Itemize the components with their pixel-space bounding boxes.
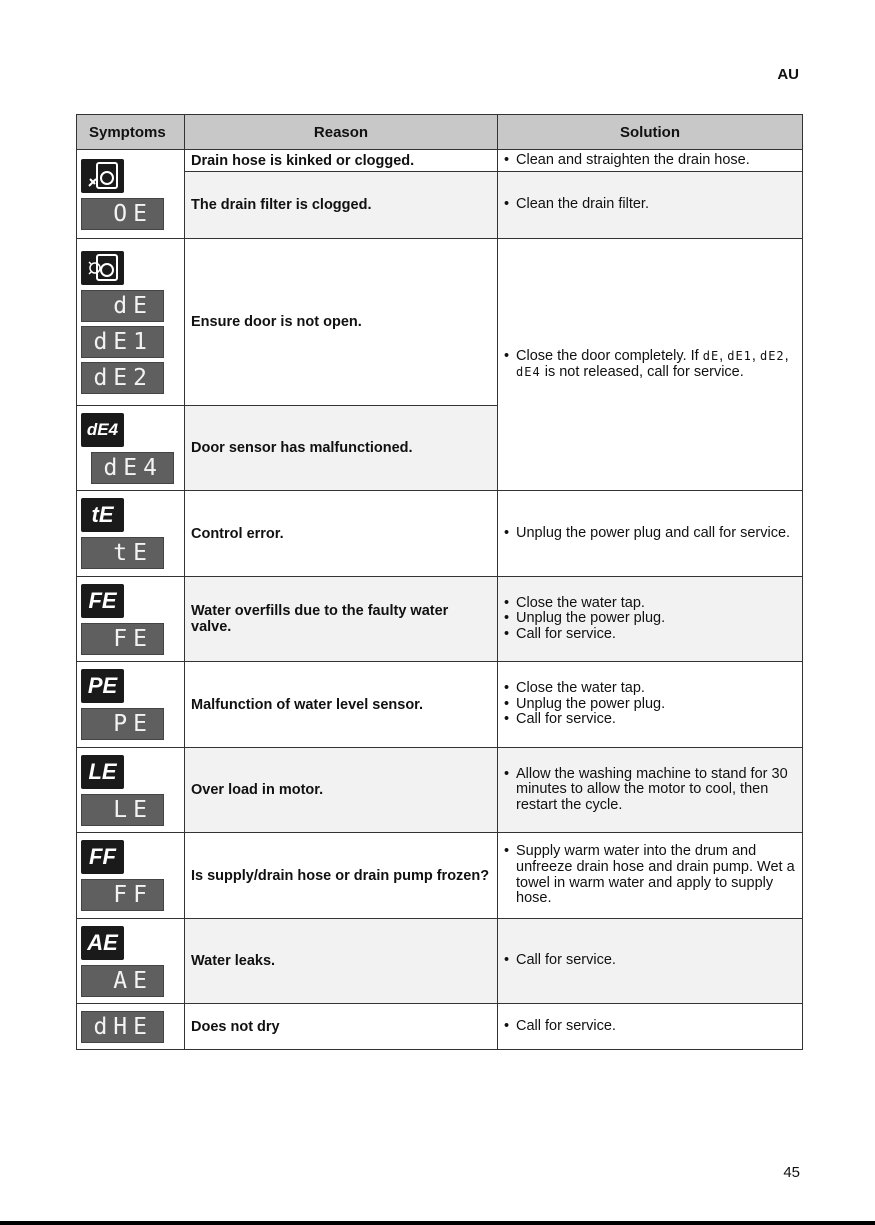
lcd-display: FE [81, 623, 164, 655]
solution-item: • Clean the drain filter. [504, 197, 796, 213]
solution-cell [498, 662, 803, 748]
lcd-display: OE [81, 198, 164, 230]
reason-cell: Over load in motor. [185, 748, 498, 833]
solution-cell [498, 919, 803, 1004]
symptom-cell [77, 919, 185, 1004]
lcd-display: dE4 [91, 452, 174, 484]
reason-cell: Water overfills due to the faulty water valve. [185, 577, 498, 662]
table-row [77, 172, 803, 239]
header-symptoms: Symptoms [77, 115, 185, 150]
solution-cell [498, 833, 803, 919]
solution-item: • Call for service. [504, 712, 796, 728]
error-badge: tE [81, 498, 124, 532]
lcd-display: dE1 [81, 326, 164, 358]
error-code: dE4 [516, 364, 541, 379]
washer-door-open-icon [81, 251, 124, 285]
reason-cell: Water leaks. [185, 919, 498, 1004]
reason-cell: Drain hose is kinked or clogged. [185, 150, 498, 172]
lcd-display: LE [81, 794, 164, 826]
solution-item: • Unplug the power plug. [504, 611, 796, 627]
lcd-display: dHE [81, 1011, 164, 1043]
table-row [77, 577, 803, 662]
solution-item: • Call for service. [504, 1019, 796, 1035]
solution-item: • Allow the washing machine to stand for 30 minutes to allow the motor to cool, then restart the cycle. [504, 767, 796, 814]
table-row [77, 662, 803, 748]
table-header-row [77, 115, 803, 150]
error-code: dE2 [759, 348, 785, 363]
reason-cell: The drain filter is clogged. [185, 172, 498, 239]
symptom-cell [77, 833, 185, 919]
lcd-display: dE [81, 290, 164, 322]
reason-cell: Control error. [185, 491, 498, 577]
table-row [77, 748, 803, 833]
solution-item: • Close the door completely. If dE, dE1, dE2, dE4 is not released, call for service. [504, 349, 796, 380]
symptom-cell [77, 491, 185, 577]
table-row [77, 919, 803, 1004]
table-row [77, 491, 803, 577]
solution-item: • Unplug the power plug. [504, 697, 796, 713]
solution-item: • Call for service. [504, 627, 796, 643]
table-row [77, 833, 803, 919]
symptom-cell [77, 406, 185, 491]
error-badge: PE [81, 669, 124, 703]
lcd-display: PE [81, 708, 164, 740]
solution-cell [498, 491, 803, 577]
table-row [77, 1004, 803, 1050]
region-code: AU [777, 66, 799, 83]
symptom-cell [77, 150, 185, 239]
troubleshooting-table [76, 114, 803, 1050]
page-number: 45 [783, 1164, 800, 1181]
solution-cell [498, 1004, 803, 1050]
error-code: dE1 [727, 348, 752, 363]
symptom-cell [77, 239, 185, 406]
lcd-display: tE [81, 537, 164, 569]
solution-item: • Unplug the power plug and call for service. [504, 526, 796, 542]
reason-cell: Ensure door is not open. [185, 239, 498, 406]
error-code: dE [702, 348, 720, 363]
symptom-cell [77, 748, 185, 833]
solution-item: • Clean and straighten the drain hose. [504, 153, 796, 169]
reason-cell: Is supply/drain hose or drain pump frozen? [185, 833, 498, 919]
symptom-cell [77, 1004, 185, 1050]
solution-cell [498, 577, 803, 662]
solution-cell [498, 748, 803, 833]
symptom-cell [77, 577, 185, 662]
solution-cell [498, 172, 803, 239]
reason-cell: Malfunction of water level sensor. [185, 662, 498, 748]
bottom-rule [0, 1221, 875, 1225]
header-reason: Reason [185, 115, 498, 150]
error-badge: AE [81, 926, 124, 960]
solution-item: • Close the water tap. [504, 596, 796, 612]
error-badge: FF [81, 840, 124, 874]
solution-item: • Call for service. [504, 953, 796, 969]
reason-cell: Door sensor has malfunctioned. [185, 406, 498, 491]
solution-item: • Supply warm water into the drum and unfreeze drain hose and drain pump. Wet a towel in warm water and apply to supply hose. [504, 844, 796, 906]
lcd-display: FF [81, 879, 164, 911]
washer-drain-icon [81, 159, 124, 193]
solution-cell [498, 239, 803, 491]
table-row [77, 150, 803, 172]
reason-cell: Does not dry [185, 1004, 498, 1050]
symptom-cell [77, 662, 185, 748]
solution-item: • Close the water tap. [504, 681, 796, 697]
error-badge: dE4 [81, 413, 124, 447]
table-row [77, 239, 803, 406]
lcd-display: dE2 [81, 362, 164, 394]
header-solution: Solution [498, 115, 803, 150]
error-badge: FE [81, 584, 124, 618]
lcd-display: AE [81, 965, 164, 997]
error-badge: LE [81, 755, 124, 789]
solution-cell [498, 150, 803, 172]
